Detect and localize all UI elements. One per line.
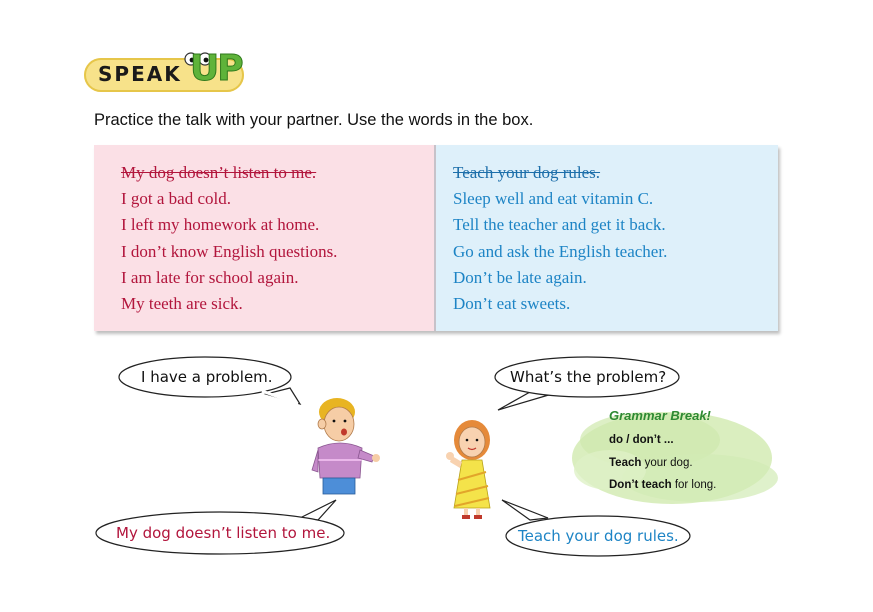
problem-item: I am late for school again. — [121, 267, 299, 287]
advice-item: Don’t be late again. — [453, 267, 587, 287]
grammar-line-2 — [609, 457, 693, 469]
problem-item: I got a bad cold. — [121, 189, 231, 209]
advice-item: Sleep well and eat vitamin C. — [453, 189, 654, 209]
advice-item: Teach your dog rules. — [453, 163, 601, 182]
boy-character-icon — [312, 398, 380, 494]
grammar-line-3 — [609, 479, 716, 491]
grammar-line-3-bold: Don’t teach — [609, 479, 672, 491]
girl-line-1-text: What’s the problem? — [510, 368, 667, 386]
grammar-line-1-bold: do / don’t ... — [609, 434, 674, 446]
advice-item: Don’t eat sweets. — [453, 293, 571, 313]
logo-speak-text: SPEAK — [98, 62, 182, 86]
girl-character-icon — [446, 420, 490, 519]
logo-up-text: UP — [190, 48, 242, 89]
problem-item: I left my homework at home. — [121, 215, 320, 235]
grammar-line-2-bold: Teach — [609, 457, 642, 469]
problem-item: My teeth are sick. — [121, 293, 243, 313]
grammar-line-3-rest: for long. — [671, 479, 717, 491]
grammar-break-panel — [574, 400, 774, 510]
problem-item: My dog doesn’t listen to me. — [121, 163, 317, 182]
girl-line-2-text: Teach your dog rules. — [518, 527, 679, 545]
grammar-break-title: Grammar Break! — [609, 408, 711, 423]
problem-item: I don’t know English questions. — [121, 241, 338, 261]
boy-line-1-text: I have a problem. — [141, 368, 273, 386]
boy-line-2-text: My dog doesn’t listen to me. — [116, 524, 331, 542]
grammar-line-1 — [609, 434, 674, 446]
advice-item: Tell the teacher and get it back. — [453, 215, 666, 235]
advice-item: Go and ask the English teacher. — [453, 241, 668, 261]
grammar-line-2-rest: your dog. — [641, 457, 693, 469]
instruction-text: Practice the talk with your partner. Use the words in the box. — [94, 111, 534, 129]
